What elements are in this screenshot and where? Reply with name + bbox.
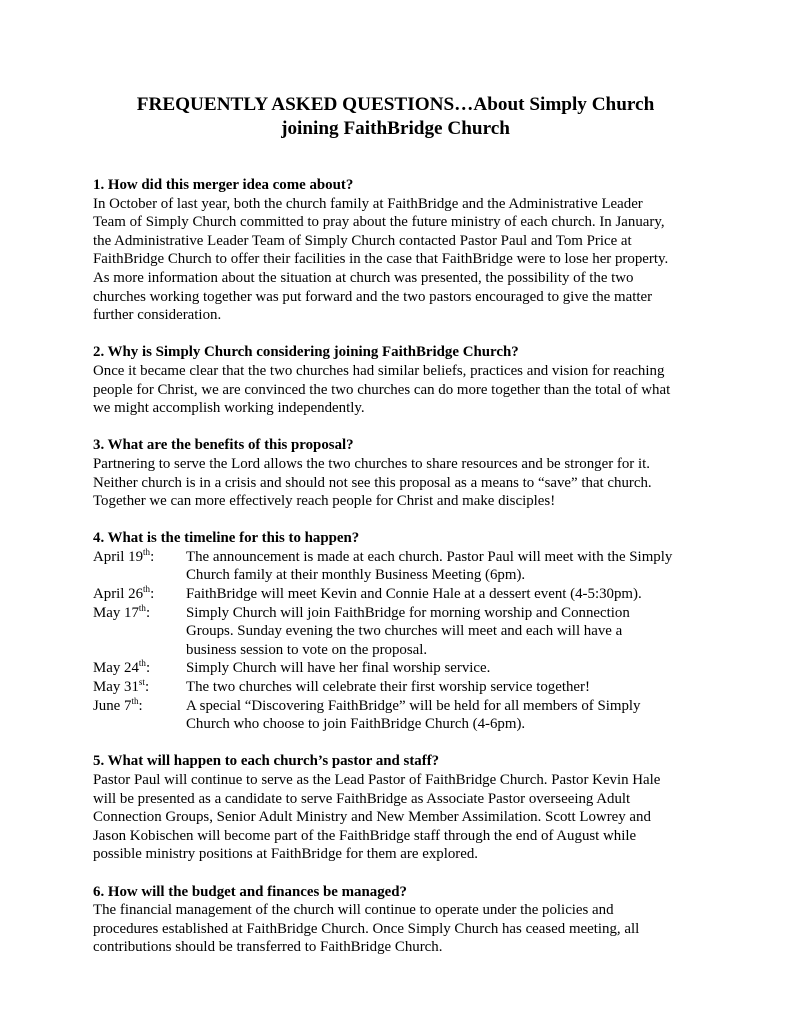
timeline-date: May 17th:: [93, 602, 151, 621]
faq-answer-line: procedures established at FaithBridge Church. Once Simply Church has ceased meeting, all: [93, 920, 640, 937]
faq-section-3: [93, 436, 713, 510]
faq-section-6: [93, 883, 713, 957]
timeline-description: [186, 697, 713, 734]
faq-answer-line: people for Christ, we are convinced the two churches can do more together than the total of what: [93, 381, 671, 398]
timeline-line: Church who choose to join FaithBridge Church (4-6pm).: [186, 716, 526, 733]
faq-question-2: 2. Why is Simply Church considering joining FaithBridge Church?: [93, 344, 519, 361]
faq-answer-line: further consideration.: [93, 307, 222, 324]
faq-question-5: 5. What will happen to each church’s pastor and staff?: [93, 753, 440, 770]
faq-answer-line: FaithBridge Church to offer their facilities in the case that FaithBridge were to lose her property.: [93, 251, 669, 268]
timeline-row: [93, 585, 713, 604]
timeline-line: FaithBridge will meet Kevin and Connie Hale at a dessert event (4-5:30pm).: [186, 586, 642, 603]
faq-answer-line: contributions should be transferred to FaithBridge Church.: [93, 939, 443, 956]
faq-answer-line: Connection Groups, Senior Adult Ministry and New Member Assimilation. Scott Lowrey and: [93, 809, 651, 826]
timeline-line: Church family at their monthly Business Meeting (6pm).: [186, 567, 526, 584]
timeline-line: The two churches will celebrate their first worship service together!: [186, 679, 590, 696]
timeline-line: A special “Discovering FaithBridge” will be held for all members of Simply: [186, 697, 641, 714]
faq-body: [93, 176, 713, 976]
timeline-date: June 7th:: [93, 695, 143, 714]
timeline-row: [93, 697, 713, 734]
faq-section-2: [93, 343, 713, 417]
timeline-line: business session to vote on the proposal.: [186, 641, 428, 658]
faq-section-1: [93, 176, 713, 325]
timeline-description: [186, 548, 713, 585]
faq-answer-line: will be presented as a candidate to serve FaithBridge as Associate Pastor overseeing Adult: [93, 790, 631, 807]
faq-question-3: 3. What are the benefits of this proposal?: [93, 437, 354, 454]
faq-question-4: 4. What is the timeline for this to happen?: [93, 530, 360, 547]
timeline-description: [186, 585, 713, 604]
faq-answer-line: Once it became clear that the two churches had similar beliefs, practices and vision for reaching: [93, 362, 665, 379]
faq-answer-line: Partnering to serve the Lord allows the two churches to share resources and be stronger for it.: [93, 455, 650, 472]
faq-answer-line: In October of last year, both the church family at FaithBridge and the Administrative Leader: [93, 195, 643, 212]
timeline-row: [93, 659, 713, 678]
faq-section-5: [93, 752, 713, 864]
timeline-date: May 31st:: [93, 677, 150, 696]
faq-answer-line: churches working together was put forward and the two pastors encouraged to give the matter: [93, 288, 653, 305]
faq-answer-line: we might accomplish working independently.: [93, 400, 365, 417]
timeline-row: [93, 548, 713, 585]
faq-question-6: 6. How will the budget and finances be managed?: [93, 883, 407, 900]
timeline-date: April 26th:: [93, 584, 155, 603]
title-line-1: FREQUENTLY ASKED QUESTIONS…About Simply Church: [136, 94, 655, 115]
faq-section-4: [93, 529, 713, 734]
timeline-line: Simply Church will join FaithBridge for morning worship and Connection: [186, 604, 630, 621]
timeline-description: [186, 604, 713, 660]
timeline-line: Simply Church will have her final worship service.: [186, 660, 491, 677]
timeline-date: April 19th:: [93, 546, 155, 565]
timeline-description: [186, 659, 713, 678]
timeline-line: The announcement is made at each church. Pastor Paul will meet with the Simply: [186, 548, 673, 565]
faq-answer-line: Neither church is in a crisis and should not see this proposal as a means to “save” that church.: [93, 474, 652, 491]
timeline-description: [186, 678, 713, 697]
faq-answer-line: As more information about the situation at church was presented, the possibility of the two: [93, 269, 634, 286]
faq-answer-line: Team of Simply Church committed to pray about the future ministry of each church. In January,: [93, 214, 665, 231]
faq-answer-line: The financial management of the church will continue to operate under the policies and: [93, 902, 614, 919]
timeline-line: Groups. Sunday evening the two churches will meet and each will have a: [186, 623, 623, 640]
faq-answer-line: Together we can more effectively reach people for Christ and make disciples!: [93, 493, 556, 510]
faq-answer-line: possible ministry positions at FaithBridge for them are explored.: [93, 846, 479, 863]
faq-question-1: 1. How did this merger idea come about?: [93, 177, 354, 193]
faq-answer-line: Jason Kobischen will become part of the FaithBridge staff through the end of August while: [93, 827, 637, 844]
faq-answer-line: Pastor Paul will continue to serve as the Lead Pastor of FaithBridge Church. Pastor Kevin Hale: [93, 772, 661, 788]
title-line-2: joining FaithBridge Church: [281, 118, 510, 139]
faq-answer-line: the Administrative Leader Team of Simply Church contacted Pastor Paul and Tom Price at: [93, 232, 632, 249]
timeline-row: [93, 604, 713, 660]
timeline-row: [93, 678, 713, 697]
timeline-date: May 24th:: [93, 658, 151, 677]
document-title: [60, 93, 731, 141]
